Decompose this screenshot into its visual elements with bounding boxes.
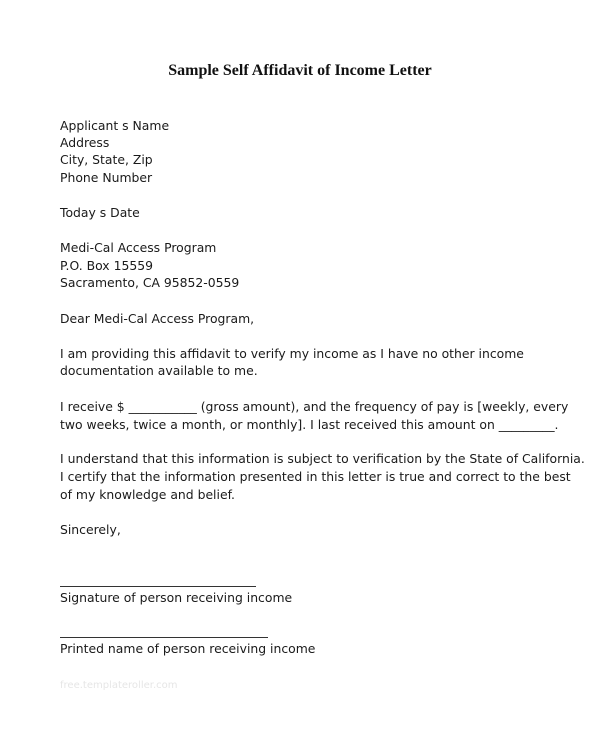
paragraph-1-line-2: documentation available to me. bbox=[60, 363, 258, 378]
recipient-po-box: P.O. Box 15559 bbox=[60, 258, 153, 273]
signature-line bbox=[60, 586, 256, 587]
printed-name-label: Printed name of person receiving income bbox=[60, 641, 316, 656]
signature-label: Signature of person receiving income bbox=[60, 590, 293, 605]
paragraph-2-line-1: I receive $ ___________ (gross amount), and the frequency of pay is [weekly, every bbox=[60, 399, 569, 414]
paragraph-2-line-2: two weeks, twice a month, or monthly]. I last received this amount on _________. bbox=[60, 417, 559, 432]
paragraph-3-line-1: I understand that this information is subject to verification by the State of California. bbox=[60, 451, 585, 466]
document-title: Sample Self Affidavit of Income Letter bbox=[168, 62, 432, 79]
paragraph-1-line-1: I am providing this affidavit to verify my income as I have no other income bbox=[60, 346, 524, 361]
closing: Sincerely, bbox=[60, 522, 121, 537]
sender-city-state-zip: City, State, Zip bbox=[60, 152, 153, 167]
recipient-city-state-zip: Sacramento, CA 95852-0559 bbox=[60, 275, 240, 290]
sender-address: Address bbox=[60, 135, 110, 150]
printed-name-line bbox=[60, 637, 268, 638]
paragraph-3-line-2: I certify that the information presented in this letter is true and correct to the best bbox=[60, 469, 571, 484]
salutation: Dear Medi-Cal Access Program, bbox=[60, 311, 255, 326]
sender-phone: Phone Number bbox=[60, 170, 153, 185]
watermark: free.templateroller.com bbox=[60, 680, 178, 691]
letter-date: Today s Date bbox=[60, 205, 140, 220]
recipient-name: Medi-Cal Access Program bbox=[60, 240, 217, 255]
paragraph-3-line-3: of my knowledge and belief. bbox=[60, 487, 235, 502]
sender-name: Applicant s Name bbox=[60, 118, 170, 133]
